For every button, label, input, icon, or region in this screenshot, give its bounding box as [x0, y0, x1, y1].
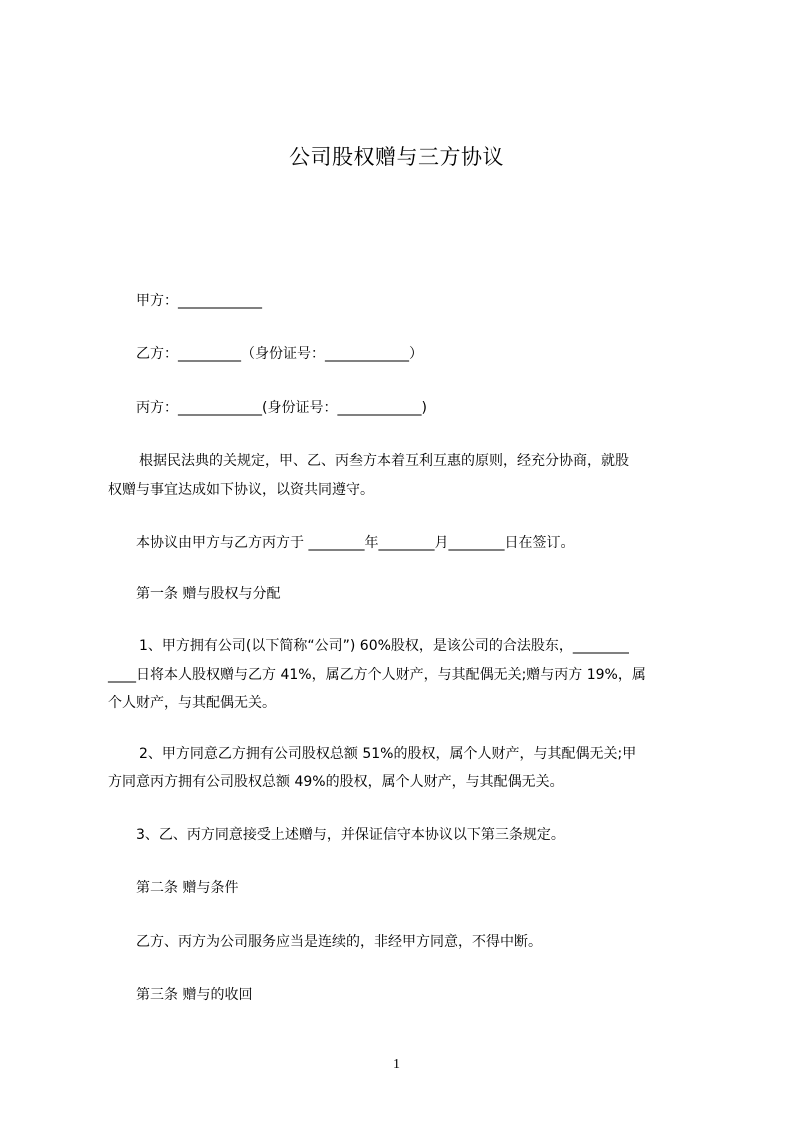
- article-3-heading: 第三条 赠与的收回: [136, 987, 253, 1003]
- article-1-clause-1-line-3: 个人财产，与其配偶无关。: [108, 695, 276, 711]
- article-1-heading: 第一条 赠与股权与分配: [136, 586, 281, 602]
- article-1-clause-3: 3、乙、丙方同意接受上述赠与，并保证信守本协议以下第三条规定。: [136, 827, 565, 843]
- intro-line-2: 权赠与事宜达成如下协议，以资共同遵守。: [108, 482, 374, 498]
- article-2-body: 乙方、丙方为公司服务应当是连续的，非经甲方同意，不得中断。: [136, 934, 542, 950]
- party-a-line: 甲方：____________: [136, 293, 262, 309]
- article-1-clause-2-line-1: 2、甲方同意乙方拥有公司股权总额 51%的股权，属个人财产，与其配偶无关;甲: [139, 746, 637, 762]
- intro-line-1: 根据民法典的关规定，甲、乙、丙叁方本着互利互惠的原则，经充分协商，就股: [139, 453, 629, 469]
- article-1-clause-1-line-1: 1、甲方拥有公司(以下简称“公司”) 60%股权，是该公司的合法股东，________: [139, 638, 629, 654]
- page-number: 1: [393, 1057, 400, 1072]
- article-1-clause-1-line-2: ____日将本人股权赠与乙方 41%，属乙方个人财产，与其配偶无关;赠与丙方 19%，属: [108, 667, 646, 683]
- document-title: 公司股权赠与三方协议: [289, 145, 504, 169]
- party-b-line: 乙方：_________（身份证号：____________）: [136, 346, 423, 362]
- signing-date-line: 本协议由甲方与乙方丙方于 ________年________月________日在签订。: [136, 535, 575, 551]
- article-2-heading: 第二条 赠与条件: [136, 880, 239, 896]
- article-1-clause-2-line-2: 方同意丙方拥有公司股权总额 49%的股权，属个人财产，与其配偶无关。: [108, 774, 564, 790]
- party-c-line: 丙方：____________(身份证号：____________): [136, 400, 427, 416]
